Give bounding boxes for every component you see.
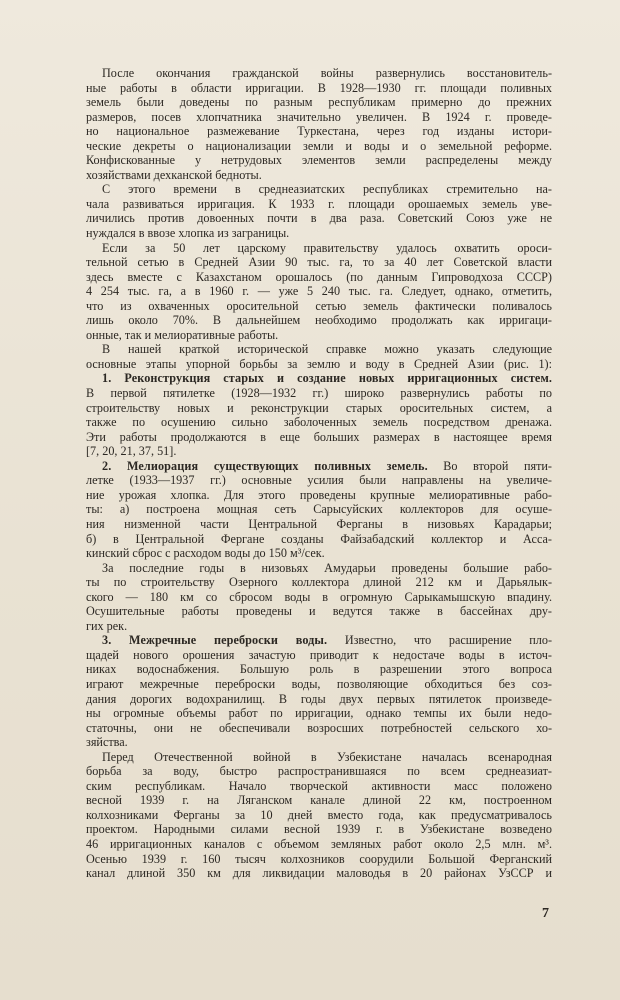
- text-line: борьба за воду, быстро распространившаяся по всем среднеазиат-: [86, 764, 552, 779]
- text-line: 4 254 тыс. га, а в 1960 г. — уже 5 240 тыс. га. Следует, однако, отметить,: [86, 284, 552, 299]
- body-text: [86, 66, 552, 881]
- text-line: ние урожая хлопка. Для этого проведены крупные мелиоративные рабо-: [86, 487, 552, 502]
- text-line: онные, так и мелиоративные работы.: [86, 327, 279, 342]
- text-line: гих рек.: [86, 618, 128, 633]
- text-line: ные работы в области ирригации. В 1928—1930 гг. площади поливных: [86, 80, 552, 95]
- text-line: земель были доведены по разным республикам примерно до прежних: [86, 95, 552, 110]
- text-line: В первой пятилетке (1928—1932 гг.) широко развернулись работы по: [86, 386, 552, 401]
- text-line: тельной сетью в Средней Азии 90 тыс. га, то за 40 лет Советской власти: [86, 255, 552, 270]
- section-heading-line: 3. Межречные переброски воды. Известно, что расширение пло-: [102, 633, 552, 648]
- text-line: 46 ирригационных каналов с объемом земляных работ около 2,5 млн. м³.: [86, 836, 552, 851]
- text-line: ны огромные объемы работ по ирригации, однако темпы их были недо-: [86, 706, 552, 721]
- text-line: Если за 50 лет царскому правительству удалось охватить ороси-: [102, 240, 552, 255]
- text-line: За последние годы в низовьях Амударьи проведены большие рабо-: [102, 560, 552, 575]
- text-line: зяйства.: [86, 735, 128, 750]
- text-line: проектом. Народными силами весной 1939 г. в Узбекистане возведено: [86, 822, 552, 837]
- text-line: чала развиваться ирригация. К 1933 г. площади орошаемых земель уве-: [86, 196, 552, 211]
- text-line: размеров, посев хлопчатника значительно увеличен. В 1924 г. проведе-: [86, 109, 552, 124]
- text-line: никах водоснабжения. Большую роль в разрешении этого вопроса: [86, 662, 552, 677]
- text-line: статочны, они не обеспечивали возросших потребностей сельского хо-: [86, 720, 552, 735]
- text-line: ского — 180 км со сбросом воды в огромную Сарыкамышскую впадину.: [86, 589, 552, 604]
- text-line: летке (1933—1937 гг.) основные усилия были направлены на увеличе-: [86, 473, 552, 488]
- text-line: С этого времени в среднеазиатских республиках стремительно на-: [102, 182, 552, 197]
- text-line: Эти работы продолжаются в еще больших размерах в настоящее время: [86, 429, 552, 444]
- text-line: играют межречные переброски воды, позволяющие обходиться без соз-: [86, 676, 552, 691]
- text-line: ты: а) построена мощная сеть Сарысуйских коллекторов для осуше-: [86, 502, 552, 517]
- text-line: также по осушению сильно заболоченных земель посредством дренажа.: [86, 415, 552, 430]
- text-line: хозяйствами дехканской бедноты.: [86, 167, 262, 182]
- text-line: дания дорогих водохранилищ. В годы двух первых пятилеток произведе-: [86, 691, 552, 706]
- text-line: но национальное размежевание Туркестана, через год изданы истори-: [86, 124, 552, 139]
- text-line: нуждался в ввозе хлопка из заграницы.: [86, 226, 290, 241]
- text-line: лишь около 70%. В дальнейшем необходимо продолжать как ирригаци-: [86, 313, 552, 328]
- text-line: здесь вместе с Казахстаном орошалось (по данным Гипроводхоза СССР): [86, 269, 552, 284]
- text-line: колхозниками Ферганы за 10 дней вместо года, как предусматривалось: [86, 807, 552, 822]
- section-heading-line: 1. Реконструкция старых и создание новых ирригационных систем.: [102, 371, 552, 386]
- text-line: После окончания гражданской войны развернулись восстановитель-: [102, 66, 552, 80]
- text-line: ты по строительству Озерного коллектора длиной 212 км и Дарьялык-: [86, 575, 552, 590]
- text-line: кинский сброс с расходом воды до 150 м³/сек.: [86, 546, 325, 561]
- text-line: что из охваченных оросительной сетью земель фактически поливалось: [86, 298, 552, 313]
- text-line: Конфискованные у нетрудовых элементов земли распределены между: [86, 153, 552, 168]
- text-line: строительству новых и реконструкции старых оросительных систем, а: [86, 400, 552, 415]
- text-line: основные этапы упорной борьбы за землю и воду в Средней Азии (рис. 1):: [86, 356, 552, 371]
- text-line: Перед Отечественной войной в Узбекистане началась всенародная: [102, 749, 552, 764]
- page-number: 7: [542, 906, 549, 921]
- text-line: ния низменной части Центральной Ферганы в низовьях Карадарьи;: [86, 516, 552, 531]
- text-line: Осушительные работы проведены и ведутся также в бассейнах дру-: [86, 604, 552, 619]
- text-line: Осенью 1939 г. 160 тысяч колхозников соорудили Большой Ферганский: [86, 851, 552, 866]
- section-heading-line: 2. Мелиорация существующих поливных земель. Во второй пяти-: [102, 458, 552, 473]
- text-line: ческие декреты о национализации земли и воды и о земельной реформе.: [86, 138, 552, 153]
- text-line: б) в Центральной Фергане созданы Файзабадский коллектор и Асса-: [86, 531, 552, 546]
- text-line: [7, 20, 21, 37, 51].: [86, 444, 177, 459]
- text-line: ским республикам. Начало творческой активности масс положено: [86, 778, 552, 793]
- text-line: личились против довоенных почти в два раза. Советский Союз уже не: [86, 211, 552, 226]
- text-line: щадей нового орошения зачастую приводит к недостаче воды в источ-: [86, 647, 552, 662]
- text-line: В нашей краткой исторической справке можно указать следующие: [102, 342, 552, 357]
- text-line: канал длиной 350 км для ликвидации маловодья в 20 районах УзССР и: [86, 866, 552, 881]
- text-line: весной 1939 г. на Ляганском канале длиной 22 км, построенном: [86, 793, 552, 808]
